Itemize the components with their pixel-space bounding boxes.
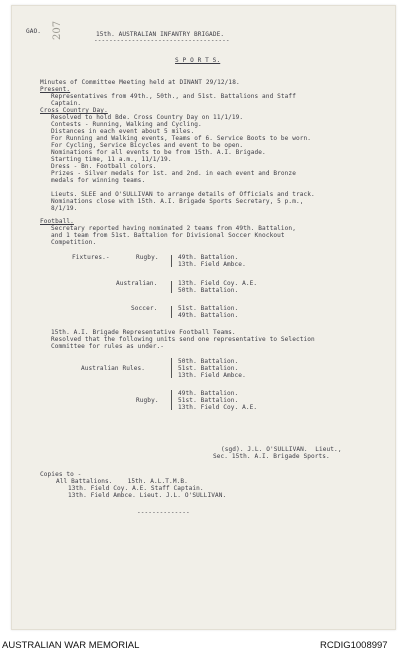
officials-line: 8/1/19.: [51, 205, 78, 212]
rep-unit: 50th. Battalion.: [178, 358, 239, 365]
rep-unit: 51st. Battalion.: [178, 365, 239, 372]
rep-unit: 51st. Battalion.: [178, 397, 239, 404]
archive-id: RCDIG1008997: [320, 640, 388, 651]
fixture-team: 13th. Field Coy. A.E.: [178, 280, 258, 287]
fixture-team: 51st. Battalion.: [178, 305, 239, 312]
cross-country-line: Nominations for all events to be from 15th. A.I. Brigade.: [51, 149, 266, 156]
football-line: Secretary reported having nominated 2 teams from 49th. Battalion,: [51, 225, 296, 232]
representative-line: Resolved that the following units send one representative to Selection: [51, 336, 315, 343]
representative-line: Committee for rules as under.-: [51, 343, 165, 350]
cross-country-heading: Cross Country Day.: [40, 107, 108, 114]
officials-line: Nominations close with 15th. A.I. Brigade Sports Secretary, 5 p.m.,: [51, 198, 304, 205]
rep-group-brace: [171, 390, 172, 410]
rep-group-label: Australian Rules.: [81, 365, 146, 372]
closing-rule: --------------: [137, 509, 190, 516]
officials-line: Lieuts. SLEE and O'SULLIVAN to arrange details of Officials and track.: [51, 191, 315, 198]
signature-title: Sec. 15th. A.I. Brigade Sports.: [213, 453, 330, 460]
cross-country-line: For Cycling, Service Bicycles and event to be open.: [51, 142, 244, 149]
copies-heading: Copies to -: [40, 471, 82, 478]
fixture-team: 49th. Battalion.: [178, 312, 239, 319]
brigade-heading: 15th. AUSTRALIAN INFANTRY BRIGADE.: [96, 31, 225, 38]
fixture-brace: [171, 255, 172, 267]
football-line: and 1 team from 51st. Battalion for Divisional Soccer Knockout: [51, 232, 285, 239]
copies-line: All Battalions. 15th. A.L.T.M.B.: [56, 478, 188, 485]
fixture-soccer-label: Soccer.: [131, 305, 158, 312]
rep-unit: 13th. Field Ambce.: [178, 372, 246, 379]
fixtures-label: Fixtures.-: [72, 254, 110, 261]
cross-country-line: Distances in each event about 5 miles.: [51, 128, 195, 135]
fixture-brace: [171, 306, 172, 318]
copies-line: 13th. Field Coy. A.E. Staff Captain.: [68, 485, 204, 492]
cross-country-line: Starting time, 11 a.m., 11/1/19.: [51, 156, 172, 163]
heading-underline: ------------------------------------: [94, 37, 230, 44]
fixture-team: 50th. Battalion.: [178, 287, 239, 294]
rep-unit: 49th. Battalion.: [178, 390, 239, 397]
fixture-team: 49th. Battalion.: [178, 254, 239, 261]
corner-reference: GAO.: [26, 28, 42, 35]
archive-credit: AUSTRALIAN WAR MEMORIAL: [2, 640, 140, 651]
representative-line: 15th. A.I. Brigade Representative Football Teams.: [51, 329, 236, 336]
rep-group-label: Rugby.: [136, 397, 159, 404]
cross-country-line: medals for winning teams.: [51, 177, 146, 184]
fixture-australian-label: Australian.: [116, 280, 158, 287]
signature-line: (sgd). J.L. O'SULLIVAN. Lieut.,: [221, 446, 342, 453]
present-heading: Present.: [40, 86, 71, 93]
cross-country-line: Dress - Bn. Football colors.: [51, 163, 157, 170]
cross-country-line: Prizes - Silver medals for 1st. and 2nd. in each event and Bronze: [51, 170, 296, 177]
fixture-brace: [171, 281, 172, 293]
rep-group-brace: [171, 358, 172, 378]
football-line: Competition.: [51, 239, 97, 246]
cross-country-line: Contests - Running, Walking and Cycling.: [51, 121, 202, 128]
cross-country-line: Resolved to hold Bde. Cross Country Day on 11/1/19.: [51, 114, 244, 121]
minutes-line: Minutes of Committee Meeting held at DINANT 29/12/18.: [40, 79, 240, 86]
pencil-folio-number: 207: [52, 20, 63, 40]
rep-unit: 13th. Field Coy. A.E.: [178, 404, 258, 411]
fixture-team: 13th. Field Ambce.: [178, 261, 246, 268]
fixture-rugby-label: Rugby.: [136, 254, 159, 261]
document-page: [11, 5, 396, 630]
document-title: S P O R T S.: [175, 57, 221, 64]
present-line: Representatives from 49th., 50th., and 51st. Battalions and Staff: [51, 93, 296, 100]
cross-country-line: For Running and Walking events, Teams of 6. Service Boots to be worn.: [51, 135, 312, 142]
present-line: Captain.: [51, 100, 82, 107]
copies-line: 13th. Field Ambce. Lieut. J.L. O'SULLIVAN.: [68, 492, 227, 499]
football-heading: Football.: [40, 218, 74, 225]
